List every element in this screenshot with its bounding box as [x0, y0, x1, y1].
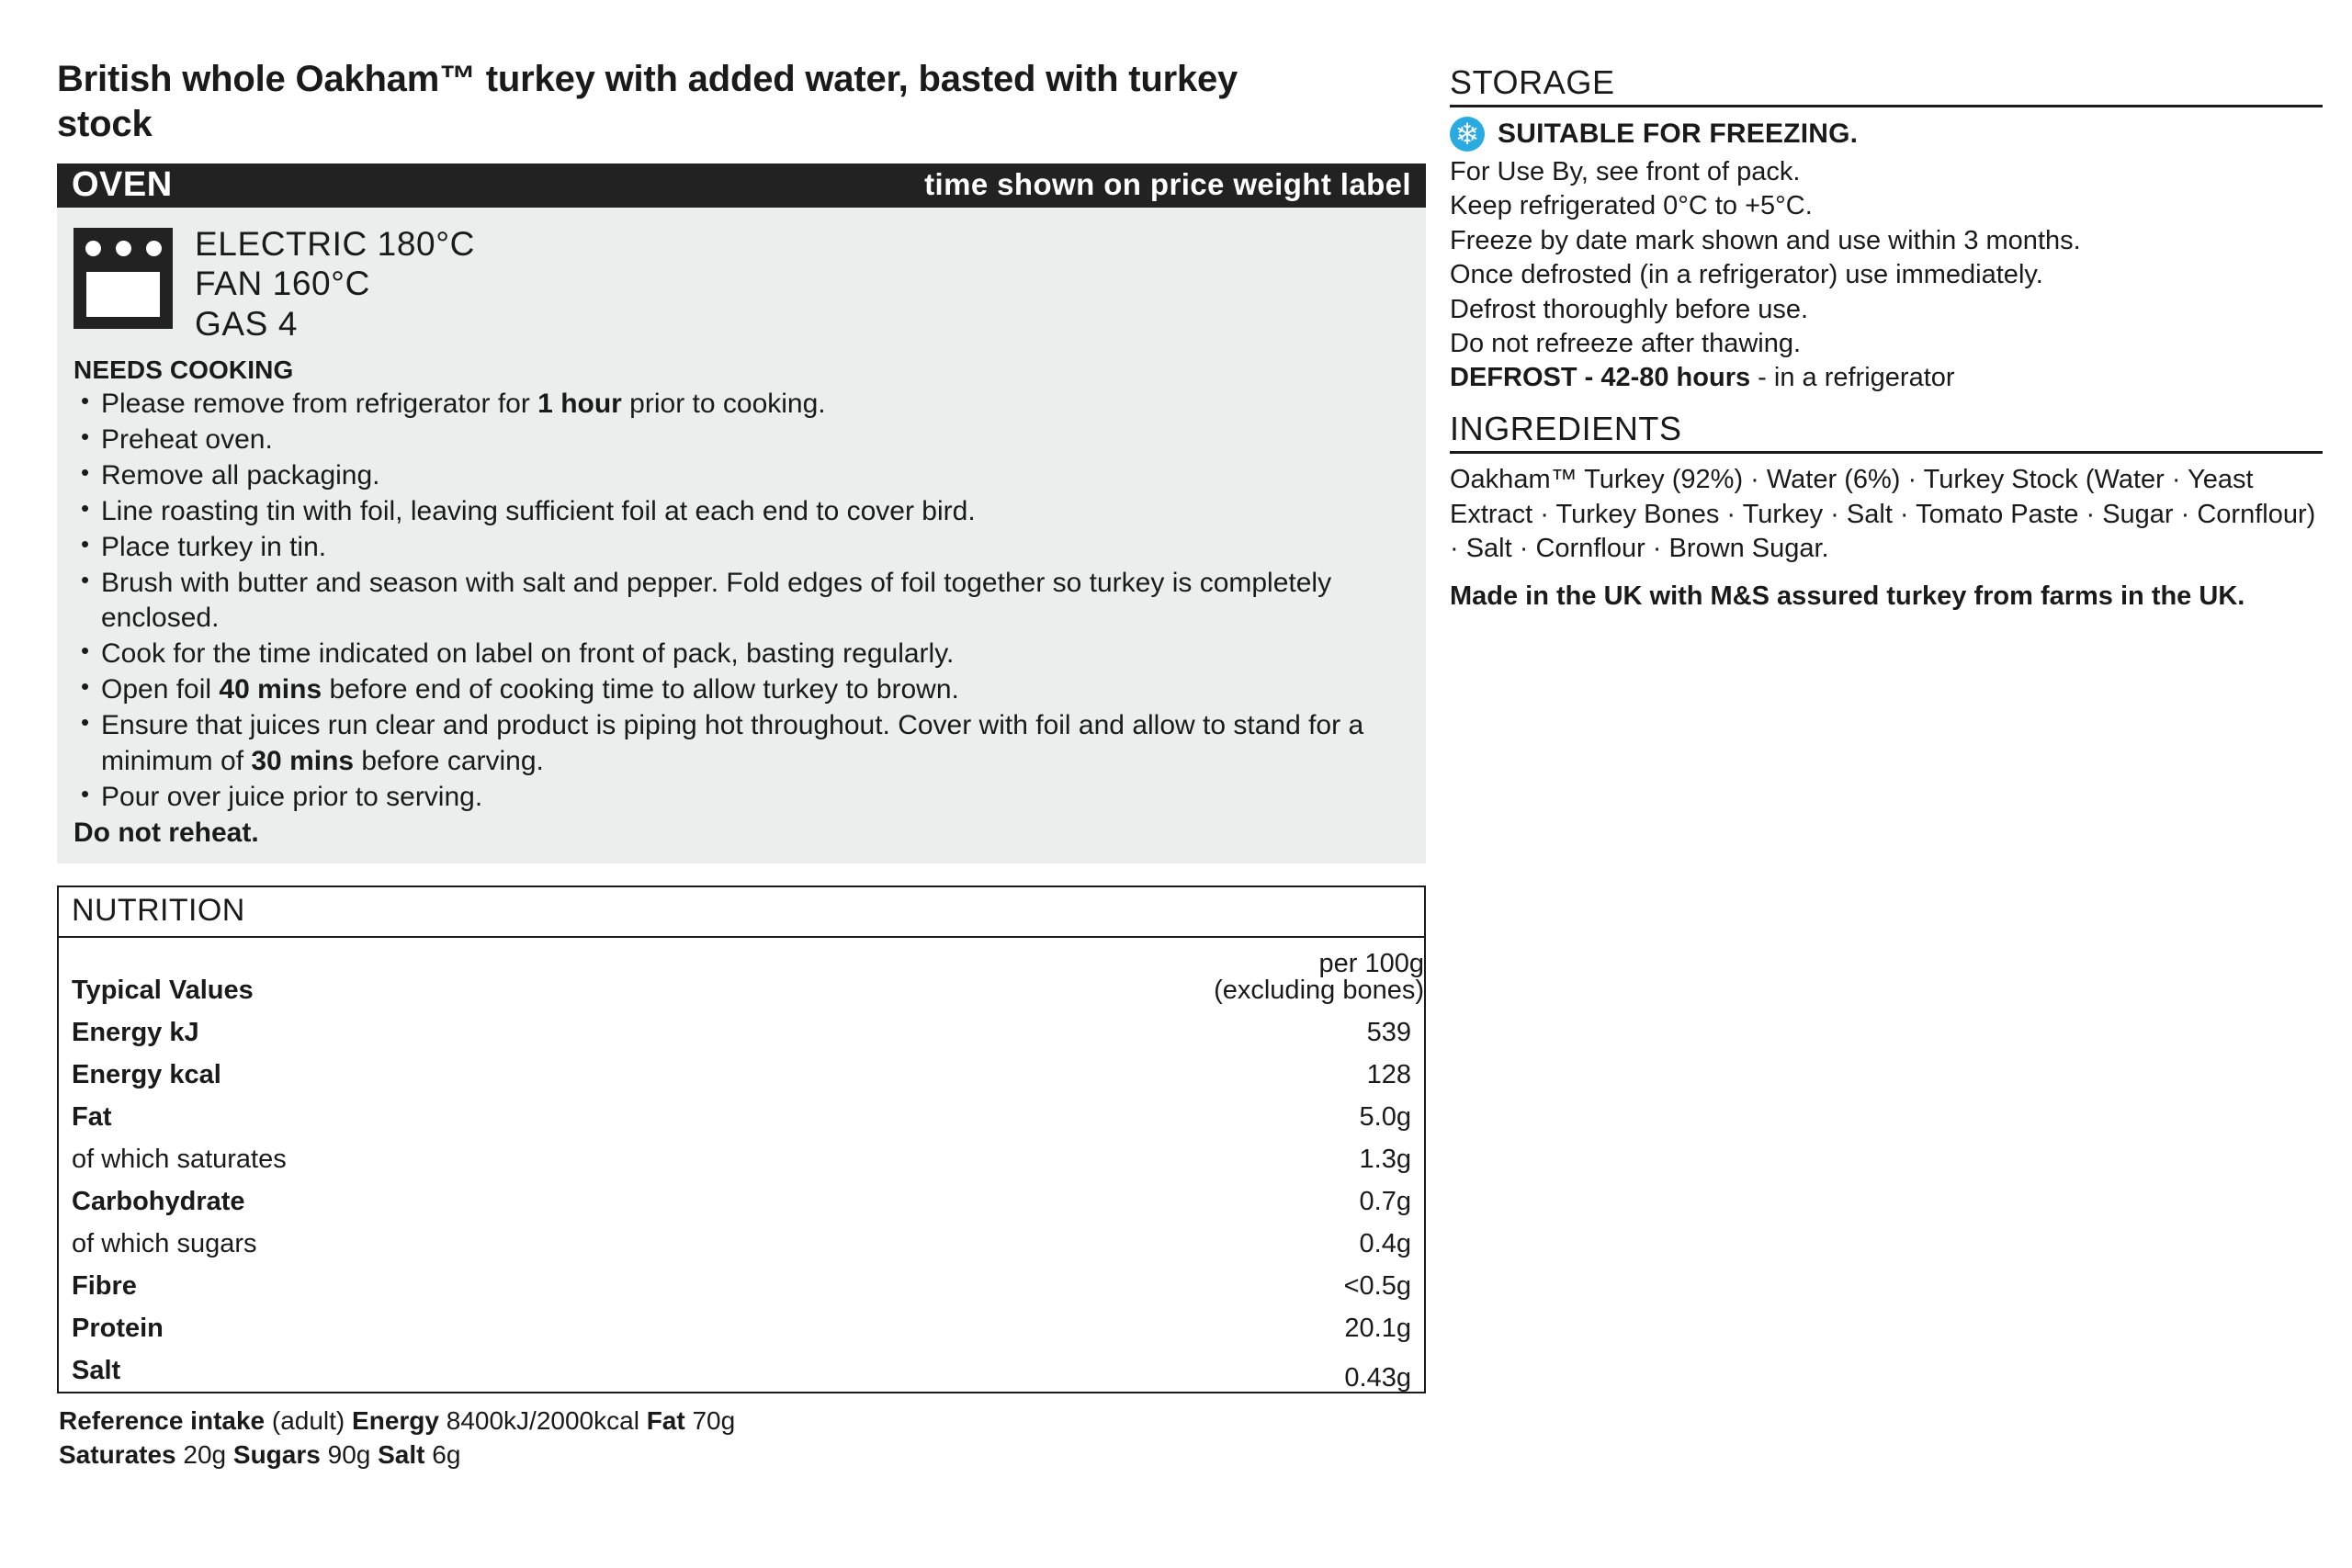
suitable-for-freezing-row	[1450, 117, 2323, 152]
storage-instructions	[1450, 155, 2323, 361]
nutrient-label: Carbohydrate	[72, 1186, 245, 1216]
oven-knob	[116, 241, 131, 256]
do-not-reheat-note: Do not reheat.	[74, 817, 259, 848]
nutrient-value: 5.0g	[1359, 1101, 1411, 1132]
reference-intake-line-1: Reference intake (adult) Energy 8400kJ/2000kcal Fat 70g	[59, 1405, 736, 1435]
left-column	[57, 57, 1426, 1568]
storage-line: Once defrosted (in a refrigerator) use immediately.	[1450, 260, 2043, 290]
nutrient-label: of which saturates	[72, 1144, 287, 1174]
oven-knobs	[74, 241, 173, 256]
nutrition-header-value	[748, 938, 1424, 1004]
snowflake-icon: ❄	[1450, 117, 1485, 152]
table-row	[59, 1300, 1424, 1342]
table-row	[59, 1131, 1424, 1173]
nutrition-basis-line1: per 100g	[1318, 948, 1424, 978]
storage-divider	[1450, 105, 2323, 107]
oven-instructions-panel	[57, 164, 1426, 863]
oven-temp-electric: ELECTRIC 180°C	[195, 224, 475, 263]
nutrient-value: 539	[1366, 1017, 1411, 1047]
cooking-step: • Line roasting tin with foil, leaving sufficient foil at each end to cover bird.	[74, 494, 1409, 529]
storage-line: Freeze by date mark shown and use within 3 months.	[1450, 225, 2081, 255]
cooking-step: • Open foil 40 mins before end of cooking time to allow turkey to brown.	[74, 672, 1409, 707]
nutrition-title: NUTRITION	[59, 887, 1424, 938]
oven-icon	[74, 228, 173, 329]
cooking-step: • Please remove from refrigerator for 1 hour prior to cooking.	[74, 387, 1409, 422]
oven-temperatures	[195, 220, 475, 344]
storage-section	[1450, 63, 2323, 396]
nutrient-label: of which sugars	[72, 1228, 257, 1258]
oven-body	[57, 208, 1426, 863]
ingredients-divider	[1450, 451, 2323, 454]
nutrient-label: Fibre	[72, 1270, 137, 1301]
storage-title: STORAGE	[1450, 63, 1615, 101]
table-row	[59, 1089, 1424, 1131]
table-row	[59, 1046, 1424, 1089]
cooking-step: • Cook for the time indicated on label on front of pack, basting regularly.	[74, 637, 1409, 671]
reference-intake	[57, 1404, 1426, 1472]
oven-knob	[85, 241, 101, 256]
needs-cooking-label: NEEDS COOKING	[74, 355, 294, 384]
cooking-step: • Place turkey in tin.	[74, 530, 1409, 565]
nutrition-basis-line2: (excluding bones)	[1214, 975, 1424, 1005]
page-title: British whole Oakham™ turkey with added water, basted with turkey stock	[57, 59, 1238, 144]
storage-line: Do not refreeze after thawing.	[1450, 329, 1802, 359]
ingredients-list: Oakham™ Turkey (92%) · Water (6%) · Turkey Stock (Water · Yeast Extract · Turkey Bones · Turkey · Salt · Tomato Paste · Sugar · Cornflour) · Salt · Cornflour · Brown Sugar.	[1450, 464, 2316, 564]
nutrient-value: 128	[1366, 1059, 1411, 1089]
nutrient-value: 0.7g	[1359, 1186, 1411, 1216]
nutrient-value: <0.5g	[1343, 1270, 1411, 1301]
nutrition-header-row	[59, 938, 1424, 1004]
nutrition-panel	[57, 886, 1426, 1393]
table-row	[59, 1215, 1424, 1258]
nutrient-value: 0.4g	[1359, 1228, 1411, 1258]
oven-temperature-row	[74, 220, 1409, 344]
oven-knob	[146, 241, 162, 256]
table-row	[59, 1173, 1424, 1215]
oven-temp-gas: GAS 4	[195, 304, 298, 343]
oven-header-title: OVEN	[72, 164, 173, 204]
nutrient-label: Salt	[72, 1355, 121, 1385]
oven-door	[86, 272, 160, 317]
nutrient-value: 0.43g	[1344, 1362, 1411, 1393]
nutrient-value: 1.3g	[1359, 1144, 1411, 1174]
storage-line: For Use By, see front of pack.	[1450, 157, 1801, 186]
storage-line: Defrost thoroughly before use.	[1450, 294, 1809, 324]
ingredients-section	[1450, 409, 2323, 615]
right-column	[1450, 57, 2323, 1568]
table-row	[59, 1342, 1424, 1392]
table-row	[59, 1258, 1424, 1300]
nutrient-value: 20.1g	[1344, 1313, 1411, 1343]
storage-line: Keep refrigerated 0°C to +5°C.	[1450, 191, 1813, 221]
cooking-step: • Ensure that juices run clear and product is piping hot throughout. Cover with foil and allow to stand for a minimum of 30 mins before carving.	[74, 708, 1409, 778]
ingredients-title: INGREDIENTS	[1450, 409, 1682, 447]
table-row	[59, 1004, 1424, 1046]
oven-temp-fan: FAN 160°C	[195, 265, 370, 303]
oven-header-note: time shown on price weight label	[924, 167, 1411, 202]
cooking-step: • Preheat oven.	[74, 423, 1409, 457]
suitable-for-freezing-label: SUITABLE FOR FREEZING.	[1498, 118, 1859, 149]
nutrition-header-label: Typical Values	[72, 975, 254, 1005]
nutrient-label: Energy kcal	[72, 1059, 221, 1089]
cooking-step: • Remove all packaging.	[74, 458, 1409, 493]
nutrient-label: Fat	[72, 1101, 112, 1132]
reference-intake-line-2: Saturates 20g Sugars 90g Salt 6g	[59, 1439, 461, 1469]
nutrient-label: Protein	[72, 1313, 164, 1343]
nutrient-label: Energy kJ	[72, 1017, 199, 1047]
nutrition-table	[59, 938, 1424, 1392]
cooking-step: • Brush with butter and season with salt and pepper. Fold edges of foil together so turkey is completely enclosed.	[74, 566, 1409, 636]
made-in-statement: Made in the UK with M&S assured turkey from farms in the UK.	[1450, 581, 2245, 611]
oven-header-bar	[57, 164, 1426, 208]
cooking-step: • Pour over juice prior to serving.	[74, 780, 1409, 815]
cooking-steps-list	[74, 387, 1409, 815]
defrost-instruction: DEFROST - 42-80 hours - in a refrigerator	[1450, 363, 1955, 393]
nutrition-table-body	[59, 938, 1424, 1392]
